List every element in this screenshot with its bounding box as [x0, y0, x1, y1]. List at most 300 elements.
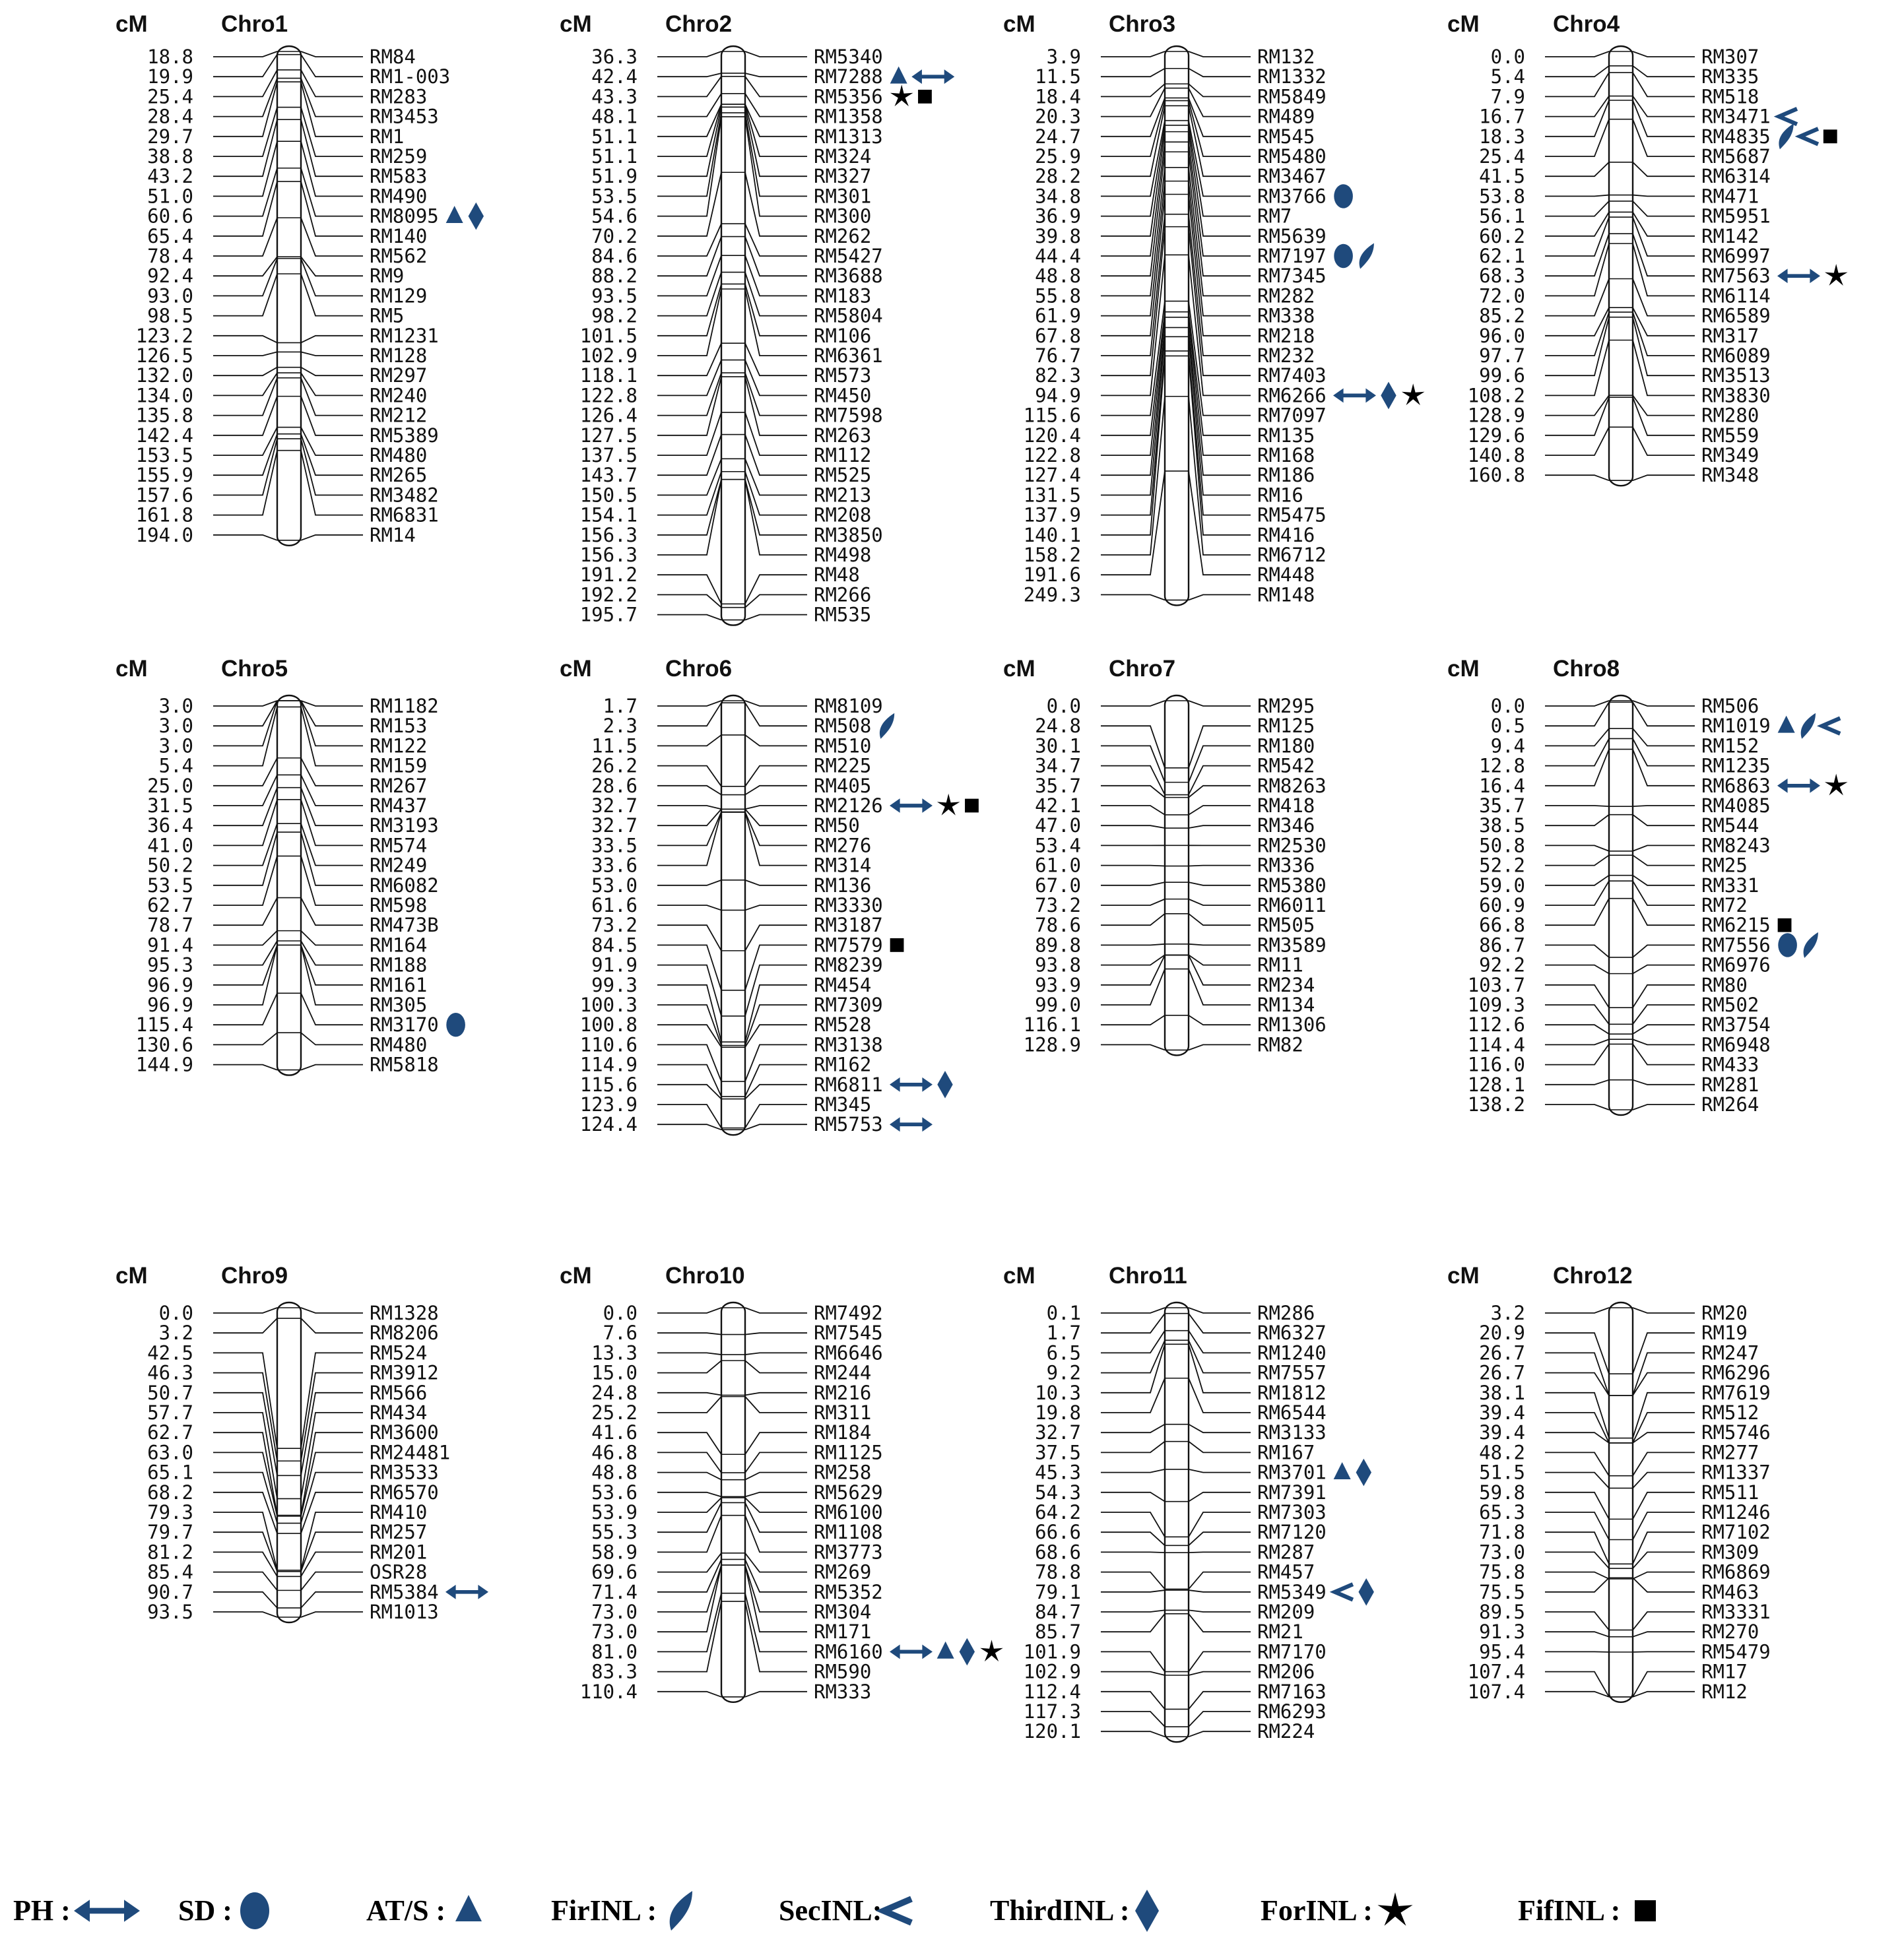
- chromosome-bar: [277, 46, 301, 546]
- chromosome-3: [1003, 11, 1425, 606]
- connector-right: [1189, 914, 1251, 925]
- chromosome-title: Chro4: [1553, 11, 1620, 37]
- connector-right: [745, 1492, 807, 1497]
- connector-right: [1633, 1373, 1695, 1395]
- cm-header: cM: [1003, 11, 1035, 37]
- square-icon: [918, 90, 932, 104]
- marker-label: RM5389: [370, 424, 439, 447]
- marker-label: RM6314: [1701, 165, 1771, 188]
- position-label: 100.8: [579, 1013, 638, 1037]
- position-label: 41.6: [591, 1421, 638, 1444]
- marker-label: RM5849: [1257, 85, 1327, 108]
- chromosome-8: [1447, 656, 1848, 1116]
- position-label: 51.1: [591, 145, 638, 168]
- marker-label: RM5427: [814, 245, 883, 267]
- marker-label: RM5475: [1257, 503, 1327, 527]
- position-label: 53.9: [591, 1501, 638, 1523]
- connector-right: [1633, 985, 1695, 1008]
- position-label: 19.8: [1035, 1401, 1081, 1424]
- position-label: 195.7: [579, 603, 638, 626]
- connector-right: [745, 1397, 807, 1413]
- connector-left: [1545, 340, 1609, 396]
- cm-header: cM: [560, 11, 592, 37]
- position-label: 61.0: [1035, 854, 1081, 877]
- marker-label: RM6215: [1701, 914, 1771, 937]
- marker-label: RM1-003: [370, 65, 451, 88]
- chromosome-bar: [1609, 46, 1633, 486]
- connector-left: [657, 104, 721, 156]
- connector-left: [657, 1553, 721, 1572]
- marker-label: RM305: [370, 994, 428, 1016]
- marker-label: RM82: [1257, 1033, 1303, 1056]
- connector-right: [745, 343, 807, 375]
- marker-label: RM5746: [1701, 1421, 1771, 1444]
- marker-label: RM434: [370, 1401, 428, 1424]
- connector-right: [301, 378, 363, 416]
- connector-right: [1189, 1590, 1251, 1592]
- square-icon: [1635, 1900, 1656, 1921]
- star-icon: [1402, 383, 1425, 405]
- connector-left: [213, 181, 277, 236]
- marker-label: RM6997: [1701, 245, 1771, 267]
- marker-label: RM218: [1257, 324, 1315, 347]
- position-label: 157.6: [135, 484, 193, 507]
- position-label: 51.9: [591, 165, 638, 188]
- position-label: 47.0: [1035, 814, 1081, 837]
- position-label: 46.8: [591, 1441, 638, 1464]
- marker-label: RM4085: [1701, 794, 1771, 817]
- position-label: 11.5: [591, 734, 638, 757]
- position-label: 124.4: [579, 1113, 638, 1136]
- position-label: 34.8: [1035, 185, 1081, 208]
- double-arrow-icon: [1777, 779, 1820, 793]
- double-arrow-icon: [1777, 269, 1820, 283]
- connector-left: [1101, 955, 1165, 985]
- position-label: 89.5: [1479, 1601, 1525, 1623]
- marker-label: RM7102: [1701, 1521, 1771, 1544]
- marker-label: RM346: [1257, 814, 1315, 837]
- position-label: 109.3: [1467, 994, 1525, 1016]
- marker-label: RM4835: [1701, 125, 1771, 148]
- position-label: 5.4: [1490, 65, 1525, 88]
- position-label: 99.3: [591, 973, 638, 996]
- connector-right: [1189, 1614, 1251, 1632]
- position-label: 78.7: [147, 914, 193, 937]
- marker-label: RM297: [370, 364, 428, 387]
- connector-right: [745, 1308, 807, 1313]
- position-label: 93.5: [147, 1601, 193, 1623]
- marker-label: RM3688: [814, 265, 883, 288]
- chromosome-title: Chro5: [221, 656, 288, 682]
- connector-left: [1545, 815, 1609, 825]
- marker-label: RM480: [370, 444, 428, 466]
- position-label: 99.0: [1035, 994, 1081, 1016]
- connector-right: [745, 1085, 807, 1099]
- position-label: 31.5: [147, 794, 193, 817]
- connector-left: [1545, 1612, 1609, 1630]
- legend-item-for-inl: [1261, 1892, 1413, 1927]
- connector-left: [1101, 101, 1165, 156]
- marker-label: RM3170: [370, 1013, 439, 1037]
- position-label: 50.2: [147, 854, 193, 877]
- connector-left: [1545, 1552, 1609, 1568]
- connector-left: [1101, 98, 1165, 136]
- connector-right: [1189, 1610, 1251, 1612]
- marker-label: RM5687: [1701, 145, 1771, 168]
- connector-left: [1545, 195, 1609, 197]
- position-label: 26.2: [591, 754, 638, 777]
- double-arrow-icon: [911, 69, 954, 84]
- connector-left: [1545, 1473, 1609, 1489]
- marker-label: RM338: [1257, 304, 1315, 327]
- marker-label: RM6011: [1257, 894, 1327, 916]
- connector-left: [213, 439, 277, 496]
- marker-label: RM512: [1701, 1401, 1759, 1424]
- connector-right: [745, 51, 807, 57]
- position-label: 76.7: [1035, 344, 1081, 367]
- connector-right: [1189, 1044, 1251, 1050]
- marker-label: RM6948: [1701, 1033, 1771, 1056]
- position-label: 95.4: [1479, 1640, 1525, 1663]
- position-label: 92.2: [1479, 953, 1525, 977]
- connector-left: [213, 141, 277, 196]
- position-label: 194.0: [135, 523, 193, 546]
- connector-right: [301, 1065, 363, 1070]
- connector-right: [301, 1552, 363, 1576]
- position-label: 35.7: [1479, 794, 1525, 817]
- connector-right: [301, 55, 363, 77]
- position-label: 25.0: [147, 774, 193, 797]
- marker-label: RM6082: [370, 874, 439, 897]
- marker-label: RM8095: [370, 205, 439, 228]
- marker-label: RM598: [370, 894, 428, 916]
- marker-label: RM573: [814, 364, 872, 387]
- connector-right: [745, 1361, 807, 1372]
- position-label: 3.2: [1490, 1302, 1525, 1324]
- connector-right: [1633, 1105, 1695, 1110]
- marker-label: RM5479: [1701, 1640, 1771, 1663]
- connector-right: [1633, 1039, 1695, 1044]
- connector-left: [1545, 1512, 1609, 1540]
- double-arrow-icon: [1333, 388, 1376, 402]
- connector-left: [1101, 1331, 1165, 1353]
- marker-label: RM525: [814, 464, 872, 487]
- position-label: 122.8: [579, 384, 638, 407]
- connector-right: [745, 1553, 807, 1572]
- connector-left: [1101, 899, 1165, 905]
- connector-left: [213, 1318, 277, 1333]
- marker-label: RM3766: [1257, 185, 1327, 208]
- connector-left: [1545, 1632, 1609, 1636]
- leaf-icon: [1779, 123, 1793, 149]
- connector-right: [745, 766, 807, 786]
- connector-left: [657, 594, 721, 607]
- connector-left: [1101, 1378, 1165, 1413]
- position-label: 156.3: [579, 544, 638, 566]
- position-label: 91.4: [147, 934, 193, 957]
- marker-label: RM183: [814, 284, 872, 307]
- chevron-left-icon: [1335, 1584, 1353, 1599]
- chromosome-bar: [1165, 695, 1189, 1055]
- position-label: 28.4: [147, 105, 193, 128]
- connector-right: [1189, 944, 1251, 945]
- position-label: 65.4: [147, 224, 193, 247]
- position-label: 32.7: [1035, 1421, 1081, 1444]
- marker-label: RM6831: [370, 503, 439, 527]
- connector-left: [657, 77, 721, 97]
- position-label: 39.4: [1479, 1421, 1525, 1444]
- position-label: 53.6: [591, 1481, 638, 1504]
- connector-right: [1633, 750, 1695, 786]
- position-label: 24.8: [1035, 715, 1081, 738]
- connector-left: [1545, 162, 1609, 176]
- position-label: 85.7: [1035, 1620, 1081, 1644]
- position-label: 44.4: [1035, 245, 1081, 267]
- connector-right: [301, 1592, 363, 1608]
- connector-right: [745, 1393, 807, 1395]
- marker-label: RM1812: [1257, 1381, 1327, 1404]
- connector-left: [1101, 1692, 1165, 1710]
- position-label: 62.1: [1479, 245, 1525, 267]
- position-label: 1.7: [603, 695, 638, 717]
- position-label: 25.9: [1035, 145, 1081, 168]
- marker-label: RM3187: [814, 914, 883, 937]
- connector-left: [1101, 806, 1165, 815]
- marker-label: RM518: [1701, 85, 1759, 108]
- position-label: 16.7: [1479, 105, 1525, 128]
- marker-label: RM258: [814, 1461, 872, 1484]
- marker-label: RM7556: [1701, 934, 1771, 957]
- marker-label: RM6712: [1257, 544, 1327, 566]
- connector-right: [745, 905, 807, 910]
- chromosome-bar: [721, 695, 745, 1135]
- connector-left: [657, 272, 721, 316]
- marker-label: RM161: [370, 973, 428, 996]
- position-label: 90.7: [147, 1580, 193, 1603]
- marker-label: RM3754: [1701, 1013, 1771, 1037]
- connector-right: [745, 1593, 807, 1652]
- position-label: 33.6: [591, 854, 638, 877]
- connector-left: [213, 941, 277, 965]
- marker-label: RM6589: [1701, 304, 1771, 327]
- position-label: 81.2: [147, 1541, 193, 1564]
- marker-label: RM128: [370, 344, 428, 367]
- connector-right: [301, 218, 363, 256]
- connector-right: [301, 274, 363, 316]
- position-label: 61.6: [591, 894, 638, 916]
- leaf-icon: [670, 1891, 692, 1931]
- chromosome-title: Chro7: [1109, 656, 1176, 682]
- marker-label: RM184: [814, 1421, 872, 1444]
- position-label: 50.8: [1479, 834, 1525, 857]
- connector-left: [657, 1473, 721, 1480]
- connector-left: [1545, 1572, 1609, 1579]
- connector-left: [1545, 1532, 1609, 1564]
- connector-left: [1101, 1314, 1165, 1333]
- marker-label: RM5340: [814, 46, 883, 68]
- connector-left: [1101, 1610, 1165, 1612]
- position-label: 0.0: [1490, 46, 1525, 68]
- position-label: 92.4: [147, 265, 193, 288]
- connector-left: [657, 412, 721, 455]
- chromosome-bar: [277, 1302, 301, 1622]
- connector-left: [1101, 317, 1165, 455]
- position-label: 73.0: [591, 1601, 638, 1623]
- chromosome-title: Chro3: [1109, 11, 1176, 37]
- marker-label: RM180: [1257, 734, 1315, 757]
- cm-header: cM: [1447, 1263, 1480, 1289]
- chromosome-title: Chro9: [221, 1263, 288, 1289]
- legend-label: FifINL :: [1518, 1894, 1621, 1927]
- position-label: 20.9: [1479, 1322, 1525, 1345]
- connector-right: [1633, 1308, 1695, 1313]
- marker-label: RM112: [814, 444, 872, 466]
- marker-label: RM7391: [1257, 1481, 1327, 1504]
- position-label: 28.2: [1035, 165, 1081, 188]
- marker-label: RM266: [814, 583, 872, 606]
- marker-label: RM1313: [814, 125, 883, 148]
- marker-label: RM1: [370, 125, 405, 148]
- position-label: 25.4: [1479, 145, 1525, 168]
- connector-left: [213, 434, 277, 475]
- marker-label: OSR28: [370, 1560, 428, 1584]
- position-label: 98.2: [591, 304, 638, 327]
- position-label: 13.3: [591, 1341, 638, 1364]
- position-label: 41.0: [147, 834, 193, 857]
- position-label: 45.3: [1035, 1461, 1081, 1484]
- connector-left: [657, 51, 721, 57]
- position-label: 153.5: [135, 444, 193, 466]
- position-label: 38.5: [1479, 814, 1525, 837]
- position-label: 0.0: [1490, 695, 1525, 717]
- connector-left: [657, 1593, 721, 1652]
- position-label: 12.8: [1479, 754, 1525, 777]
- position-label: 72.0: [1479, 284, 1525, 307]
- position-label: 38.1: [1479, 1381, 1525, 1404]
- position-label: 48.8: [591, 1461, 638, 1484]
- position-label: 42.4: [591, 65, 638, 88]
- position-label: 41.5: [1479, 165, 1525, 188]
- marker-label: RM209: [1257, 1601, 1315, 1623]
- square-icon: [1823, 129, 1837, 143]
- marker-label: RM234: [1257, 973, 1315, 996]
- connector-right: [1189, 356, 1251, 534]
- connector-right: [301, 79, 363, 117]
- connector-right: [1189, 1731, 1251, 1737]
- connector-left: [213, 758, 277, 786]
- connector-left: [657, 925, 721, 951]
- ellipse-icon: [1334, 244, 1353, 268]
- position-label: 36.9: [1035, 205, 1081, 228]
- connector-left: [1545, 307, 1609, 336]
- connector-left: [1101, 786, 1165, 798]
- marker-label: RM6863: [1701, 774, 1771, 797]
- chromosome-panels: [115, 11, 1848, 1743]
- connector-left: [213, 1572, 277, 1591]
- chromosome-9: [115, 1263, 488, 1623]
- connector-right: [1189, 471, 1251, 575]
- position-label: 54.6: [591, 205, 638, 228]
- connector-right: [1633, 1044, 1695, 1064]
- marker-label: RM7: [1257, 205, 1292, 228]
- connector-right: [301, 701, 363, 746]
- triangle-icon: [1778, 716, 1795, 733]
- connector-right: [301, 1612, 363, 1617]
- connector-right: [1189, 1378, 1251, 1413]
- marker-label: RM11: [1257, 953, 1303, 977]
- marker-label: RM542: [1257, 754, 1315, 777]
- connector-left: [657, 965, 721, 1016]
- marker-label: RM6293: [1257, 1700, 1327, 1723]
- marker-label: RM349: [1701, 444, 1759, 466]
- marker-label: RM7403: [1257, 364, 1327, 387]
- connector-right: [1633, 340, 1695, 396]
- connector-left: [1101, 594, 1165, 600]
- connector-left: [213, 832, 277, 885]
- marker-label: RM1306: [1257, 1013, 1327, 1037]
- position-label: 79.3: [147, 1501, 193, 1523]
- connector-left: [1101, 1572, 1165, 1589]
- marker-label: RM5349: [1257, 1580, 1327, 1603]
- marker-label: RM5753: [814, 1113, 883, 1136]
- position-label: 70.2: [591, 224, 638, 247]
- position-label: 6.5: [1046, 1341, 1081, 1364]
- chromosome-12: [1447, 1263, 1771, 1703]
- connector-right: [745, 104, 807, 156]
- marker-label: RM3850: [814, 523, 883, 546]
- position-label: 120.4: [1023, 424, 1081, 447]
- position-label: 5.4: [158, 754, 193, 777]
- legend-item-ph: [13, 1894, 140, 1927]
- connector-left: [1101, 1512, 1165, 1537]
- marker-label: RM3138: [814, 1033, 883, 1056]
- connector-right: [1633, 1413, 1695, 1443]
- connector-left: [657, 1025, 721, 1047]
- marker-label: RM269: [814, 1560, 872, 1584]
- connector-left: [657, 905, 721, 910]
- position-label: 61.9: [1035, 304, 1081, 327]
- connector-right: [1633, 279, 1695, 316]
- marker-label: RM345: [814, 1093, 872, 1116]
- connector-right: [1633, 1492, 1695, 1520]
- position-label: 52.2: [1479, 854, 1525, 877]
- position-label: 7.6: [603, 1322, 638, 1345]
- connector-right: [1189, 1314, 1251, 1333]
- position-label: 117.3: [1023, 1700, 1081, 1723]
- position-label: 20.3: [1035, 105, 1081, 128]
- marker-label: RM129: [370, 284, 428, 307]
- connector-left: [657, 809, 721, 825]
- marker-label: RM473B: [370, 914, 439, 937]
- connector-right: [745, 224, 807, 256]
- connector-left: [1545, 100, 1609, 137]
- marker-label: RM3467: [1257, 165, 1327, 188]
- position-label: 112.6: [1467, 1013, 1525, 1037]
- marker-label: RM3589: [1257, 934, 1327, 957]
- connector-right: [1189, 1344, 1251, 1393]
- star-icon: [890, 84, 913, 106]
- connector-left: [657, 1559, 721, 1591]
- connector-left: [1101, 1712, 1165, 1727]
- connector-left: [657, 373, 721, 416]
- chromosome-bar: [1609, 695, 1633, 1115]
- marker-label: RM84: [370, 46, 416, 68]
- marker-label: RM524: [370, 1341, 428, 1364]
- marker-label: RM5352: [814, 1580, 883, 1603]
- connector-left: [657, 224, 721, 256]
- marker-label: RM5380: [1257, 874, 1327, 897]
- connector-right: [745, 377, 807, 435]
